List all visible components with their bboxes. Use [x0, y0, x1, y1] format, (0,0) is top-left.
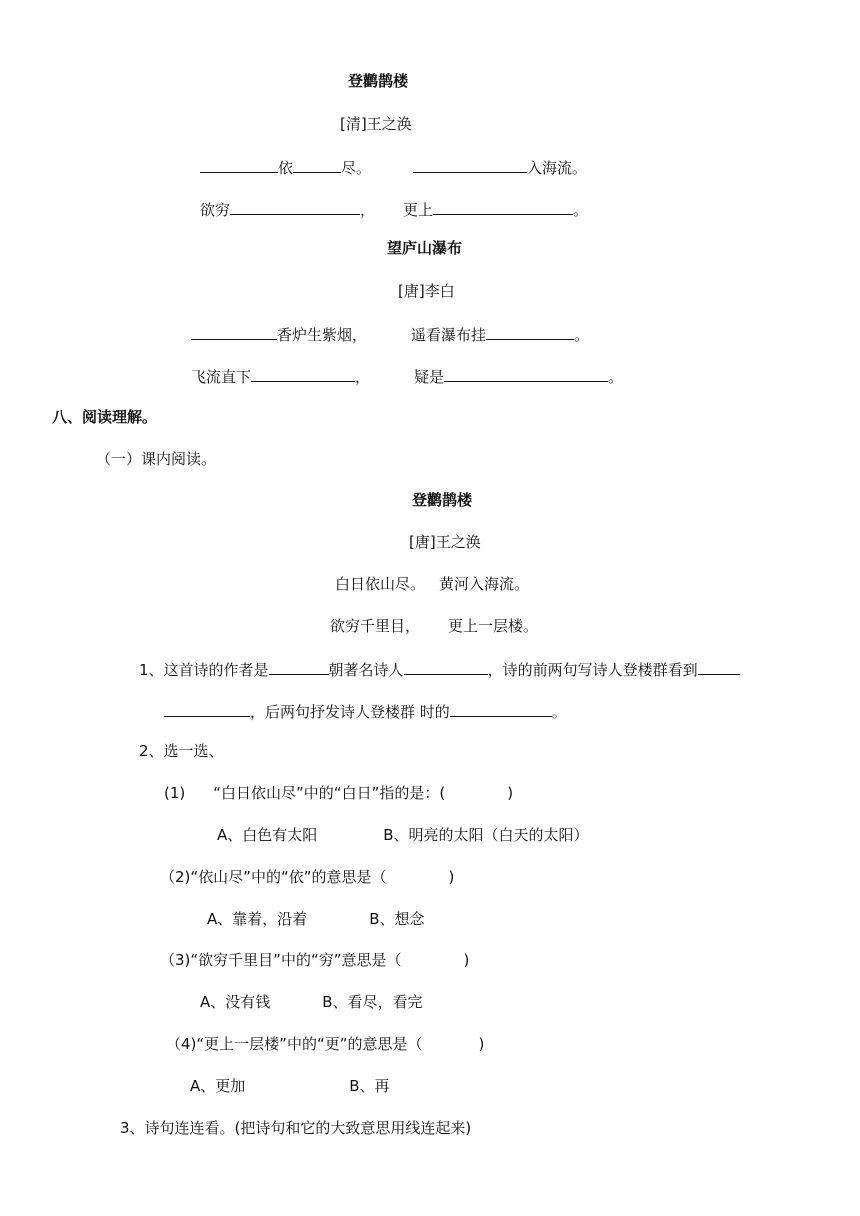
text-fragment: 。 [551, 703, 567, 721]
answer-blank[interactable] [413, 156, 527, 173]
text-fragment: 依 [278, 159, 294, 177]
text-fragment: 尽。 [341, 159, 372, 177]
question-2-2 [160, 867, 454, 887]
text-fragment: 香炉生紫烟， [277, 326, 368, 344]
text-fragment: 遥看瀑布挂 [411, 326, 487, 344]
text-fragment: 黄河入海流。 [439, 575, 530, 593]
poem2-line1 [191, 323, 589, 345]
item-number: (1) [164, 784, 186, 802]
option-a[interactable]: A、靠着，沿着 [207, 910, 308, 928]
question-2-2-options [207, 909, 425, 929]
subsection-heading: （一）课内阅读。 [96, 450, 217, 468]
answer-blank[interactable] [251, 365, 355, 382]
answer-blank[interactable] [433, 198, 573, 215]
text-fragment: ， [360, 201, 376, 219]
reading-poem-author: [唐]王之涣 [409, 533, 481, 551]
text-fragment: 疑是 [414, 368, 445, 386]
section-heading: 八、阅读理解。 [52, 408, 158, 426]
poem1-title: 登鹳鹊楼 [348, 72, 409, 90]
question-3-label: 3、诗句连连看。(把诗句和它的大致意思用线连起来) [120, 1119, 472, 1137]
answer-blank[interactable] [200, 156, 278, 173]
reading-poem-title: 登鹳鹊楼 [412, 491, 473, 509]
answer-blank[interactable] [293, 156, 341, 173]
option-b[interactable]: B、再 [349, 1077, 390, 1095]
text-fragment: 白日依山尽。 [335, 575, 426, 593]
answer-blank[interactable] [191, 323, 277, 340]
question-2-4 [166, 1034, 484, 1054]
reading-poem-line1 [335, 574, 529, 594]
option-a[interactable]: A、白色有太阳 [217, 826, 318, 844]
answer-blank[interactable] [444, 365, 608, 382]
text-fragment: ， [355, 368, 371, 386]
question-2-3 [160, 950, 469, 970]
answer-blank[interactable] [269, 658, 329, 675]
text-fragment: 。 [573, 201, 589, 219]
option-a[interactable]: A、更加 [190, 1077, 246, 1095]
question-1-line1 [139, 658, 740, 680]
text-fragment: 欲穷千里目， [330, 617, 421, 635]
text-fragment: 入海流。 [527, 159, 588, 177]
text-fragment: ) [507, 784, 514, 802]
question-2-1-options [217, 825, 589, 845]
text-fragment: ，诗的前两句写诗人登楼群看到 [487, 661, 698, 679]
text-fragment: 更上 [403, 201, 434, 219]
poem1-line2 [200, 198, 588, 220]
text-fragment: 更上一层楼。 [448, 617, 539, 635]
option-a[interactable]: A、没有钱 [200, 993, 271, 1011]
item-text: “白日依山尽”中的“白日”指的是：( [213, 784, 446, 802]
question-2-label: 2、选一选、 [139, 742, 224, 760]
poem2-author: [唐]李白 [398, 282, 455, 300]
text-fragment: 。 [574, 326, 590, 344]
question-2-4-options [190, 1076, 390, 1096]
text-fragment: 朝著名诗人 [328, 661, 404, 679]
option-b[interactable]: B、明亮的太阳（白天的太阳） [383, 826, 589, 844]
answer-blank[interactable] [698, 658, 740, 675]
question-1-line2 [164, 700, 567, 722]
text-fragment: ) [463, 951, 470, 969]
item-text: （3)“欲穷千里目”中的“穷”意思是（ [160, 951, 402, 969]
poem2-line2 [191, 365, 623, 387]
text-fragment: 欲穷 [200, 201, 231, 219]
reading-poem-line2 [330, 616, 538, 636]
poem2-title: 望庐山瀑布 [387, 239, 463, 257]
answer-blank[interactable] [450, 700, 552, 717]
text-fragment: 飞流直下 [191, 368, 252, 386]
poem1-author: [清]王之涣 [340, 115, 412, 133]
poem1-line1 [200, 156, 587, 178]
answer-blank[interactable] [404, 658, 488, 675]
text-fragment: ，后两句抒发诗人登楼群 时的 [250, 703, 450, 721]
answer-blank[interactable] [486, 323, 574, 340]
option-b[interactable]: B、想念 [369, 910, 425, 928]
question-2-3-options [200, 992, 423, 1012]
answer-blank[interactable] [230, 198, 360, 215]
item-text: （2)“依山尽”中的“依”的意思是（ [160, 868, 387, 886]
text-fragment: ) [478, 1035, 485, 1053]
option-b[interactable]: B、看尽，看完 [322, 993, 423, 1011]
text-fragment: ) [448, 868, 455, 886]
answer-blank[interactable] [164, 700, 250, 717]
text-fragment: 1、这首诗的作者是 [139, 661, 269, 679]
question-2-1 [164, 783, 513, 803]
text-fragment: 。 [608, 368, 624, 386]
item-text: （4)“更上一层楼”中的“更”的意思是（ [166, 1035, 423, 1053]
